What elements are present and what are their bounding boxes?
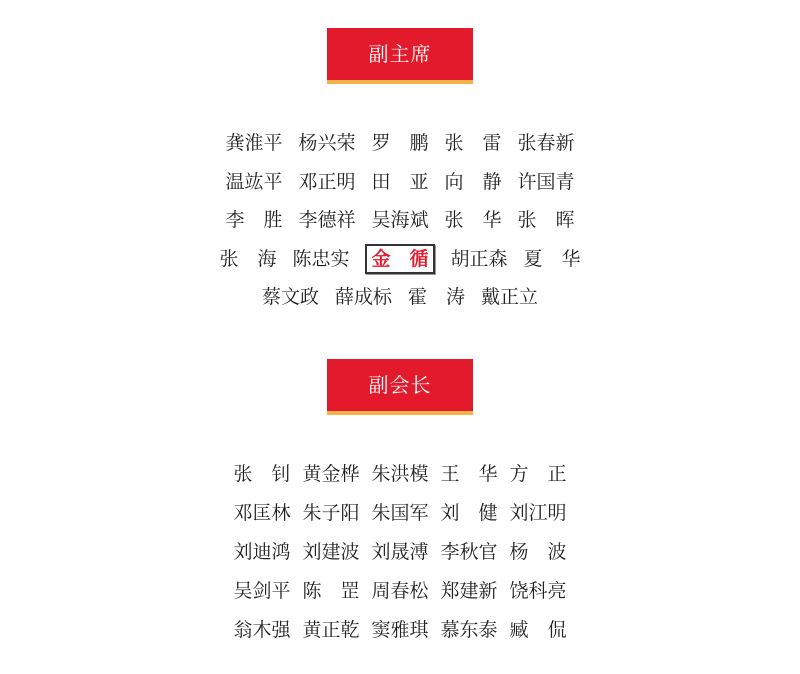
name-row — [0, 240, 800, 279]
person-name: 刘迪鸿 — [233, 541, 291, 563]
name-row — [0, 611, 800, 650]
person-name: 杨兴荣 — [298, 132, 356, 154]
name-row — [0, 163, 800, 202]
name-row — [0, 572, 800, 611]
person-name: 夏 华 — [523, 247, 581, 270]
highlighted-person-name: 金 循 — [365, 244, 434, 274]
name-row — [0, 278, 800, 317]
person-name: 郑建新 — [440, 580, 498, 602]
person-name: 胡正森 — [450, 247, 508, 270]
name-row — [0, 494, 800, 533]
person-name: 向 静 — [444, 170, 502, 193]
person-name: 黄金桦 — [302, 463, 360, 485]
person-name: 黄正乾 — [302, 619, 360, 641]
person-name: 朱子阳 — [302, 502, 360, 524]
person-name: 朱国军 — [371, 502, 429, 524]
section-title-vice-president: 副会长 — [327, 359, 473, 415]
person-name: 陈 罡 — [302, 580, 360, 602]
vice-president-name-list — [0, 455, 800, 650]
person-name: 李 胜 — [225, 209, 283, 231]
person-name: 张春新 — [517, 132, 575, 154]
person-name: 蔡文政 — [261, 286, 319, 308]
name-row — [0, 124, 800, 163]
person-name: 王 华 — [440, 463, 498, 485]
person-name: 刘 健 — [440, 502, 498, 524]
person-name: 戴正立 — [481, 286, 539, 308]
person-name: 李秋官 — [440, 541, 498, 563]
person-name: 朱洪模 — [371, 463, 429, 485]
person-name: 陈忠实 — [292, 247, 350, 270]
section-title-vice-chair: 副主席 — [327, 28, 473, 84]
person-name: 张 钊 — [233, 463, 291, 485]
person-name: 窦雅琪 — [371, 619, 429, 641]
person-name: 慕东泰 — [440, 619, 498, 641]
person-name: 龚淮平 — [225, 132, 283, 154]
person-name: 饶科亮 — [509, 580, 567, 602]
person-name: 张 晖 — [517, 209, 575, 231]
name-row — [0, 201, 800, 240]
name-row — [0, 533, 800, 572]
person-name: 张 海 — [219, 247, 277, 270]
vice-chair-name-list — [0, 124, 800, 317]
person-name: 罗 鹏 — [371, 132, 429, 154]
person-name: 杨 波 — [509, 541, 567, 563]
person-name: 薛成标 — [334, 286, 392, 308]
person-name: 刘建波 — [302, 541, 360, 563]
person-name: 温竑平 — [225, 170, 283, 193]
person-name: 霍 涛 — [408, 286, 466, 308]
name-row — [0, 455, 800, 494]
person-name: 翁木强 — [233, 619, 291, 641]
person-name: 吴海斌 — [371, 209, 429, 231]
person-name: 张 华 — [444, 209, 502, 231]
person-name: 刘晟溥 — [371, 541, 429, 563]
person-name: 方 正 — [509, 463, 567, 485]
person-name: 许国青 — [517, 170, 575, 193]
person-name: 邓正明 — [298, 170, 356, 193]
person-name: 邓匡林 — [233, 502, 291, 524]
person-name: 周春松 — [371, 580, 429, 602]
person-name: 田 亚 — [371, 170, 429, 193]
person-name: 张 雷 — [444, 132, 502, 154]
person-name: 李德祥 — [298, 209, 356, 231]
person-name: 吴剑平 — [233, 580, 291, 602]
person-name: 臧 侃 — [509, 619, 567, 641]
person-name: 刘江明 — [509, 502, 567, 524]
